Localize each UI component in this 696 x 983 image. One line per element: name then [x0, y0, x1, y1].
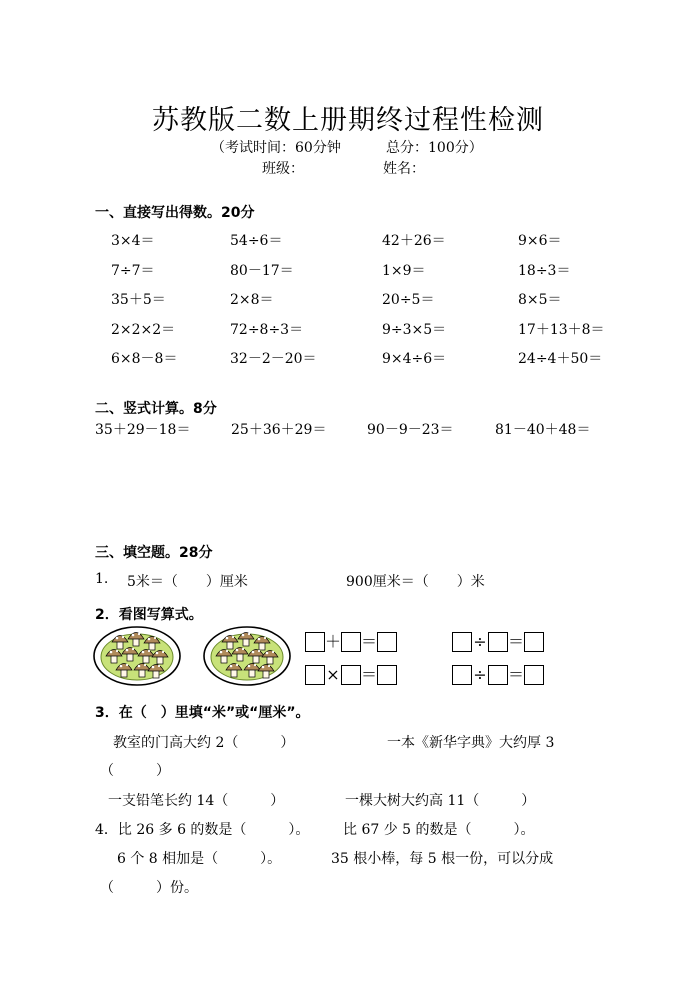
section1-heading: 一、直接写出得数。20分 [95, 205, 255, 221]
q1-blank-b[interactable]: 900厘米＝（ ）米 [346, 574, 485, 590]
q4-item-b[interactable]: 比 67 少 5 的数是（ ）。 [343, 822, 535, 838]
mental-calc-item: 42＋26＝ [382, 233, 446, 249]
mental-calc-item: 54÷6＝ [230, 233, 283, 249]
q1-blank-a[interactable]: 5米＝（ ）厘米 [127, 574, 248, 590]
mental-calc-item: 6×8－8＝ [111, 351, 178, 367]
box-equation-add [305, 630, 397, 653]
answer-box[interactable] [377, 632, 397, 652]
mushroom-plate-icon [92, 625, 182, 687]
name-label: 姓名： [383, 161, 425, 177]
answer-box[interactable] [524, 632, 544, 652]
mental-calc-item: 18÷3＝ [518, 262, 571, 279]
answer-box[interactable] [488, 665, 508, 685]
answer-box[interactable] [524, 665, 544, 685]
mental-calc-item: 80－17＝ [230, 262, 294, 279]
vertical-calc-item: 81－40＋48＝ [495, 422, 591, 438]
equals-sign: ＝ [361, 631, 378, 651]
mental-calc-item: 9×4÷6＝ [382, 351, 447, 367]
q2-label: 2．看图写算式。 [95, 607, 203, 623]
divide-sign: ÷ [473, 664, 487, 684]
equals-sign: ＝ [508, 664, 525, 684]
mental-calc-item: 35＋5＝ [111, 292, 166, 308]
box-equation-divide [452, 630, 544, 653]
answer-box[interactable] [452, 665, 472, 685]
q4-item-c[interactable]: 6 个 8 相加是（ ）。 [117, 851, 282, 867]
plus-sign: ＋ [325, 631, 342, 651]
q3-item-pencil[interactable]: 一支铅笔长约 14（ ） [108, 793, 285, 809]
answer-box[interactable] [377, 665, 397, 685]
vertical-calc-item: 90－9－23＝ [367, 422, 454, 438]
divide-sign: ÷ [473, 631, 487, 651]
q3-item-dictionary[interactable]: 一本《新华字典》大约厚 3 [387, 735, 555, 751]
q4-item-e[interactable]: （ ）份。 [100, 880, 198, 896]
box-equation-multiply [305, 663, 397, 686]
exam-time: （考试时间：60分钟 [211, 140, 341, 156]
equals-sign: ＝ [508, 631, 525, 651]
class-label: 班级： [262, 161, 304, 177]
page-title: 苏教版二数上册期终过程性检测 [152, 105, 544, 136]
q3-item-tree[interactable]: 一棵大树大约高 11（ ） [345, 793, 536, 809]
exam-total-score: 总分：100分） [386, 140, 483, 156]
mental-calc-item: 72÷8÷3＝ [230, 321, 304, 338]
mental-calc-item: 20÷5＝ [382, 292, 435, 308]
section3-heading: 三、填空题。28分 [95, 545, 213, 561]
answer-box[interactable] [305, 665, 325, 685]
answer-box[interactable] [452, 632, 472, 652]
section2-heading: 二、竖式计算。8分 [95, 401, 217, 417]
answer-box[interactable] [488, 632, 508, 652]
q1-number: 1. [95, 571, 109, 587]
q3-item-door[interactable]: 教室的门高大约 2（ ） [113, 735, 295, 751]
vertical-calc-item: 35＋29－18＝ [95, 422, 191, 438]
mental-calc-item: 2×2×2＝ [111, 321, 176, 338]
mental-calc-item: 3×4＝ [111, 233, 155, 249]
answer-box[interactable] [341, 632, 361, 652]
answer-box[interactable] [341, 665, 361, 685]
times-sign: × [326, 664, 340, 684]
mental-calc-item: 7÷7＝ [111, 262, 155, 279]
vertical-calc-item: 25＋36＋29＝ [231, 422, 327, 438]
mushroom-plate-icon [202, 625, 292, 687]
mental-calc-item: 17＋13＋8＝ [518, 321, 605, 338]
mental-calc-item: 8×5＝ [518, 292, 562, 308]
mental-calc-item: 32－2－20＝ [230, 351, 317, 367]
q3-label: 3．在（ ）里填“米”或“厘米”。 [95, 705, 310, 721]
q4-item-d[interactable]: 35 根小棒，每 5 根一份，可以分成 [331, 851, 554, 867]
mental-calc-item: 9×6＝ [518, 233, 562, 249]
equals-sign: ＝ [361, 664, 378, 684]
mental-calc-item: 9÷3×5＝ [382, 321, 447, 338]
mental-calc-item: 2×8＝ [230, 292, 274, 308]
q3-item-dictionary-blank[interactable]: （ ） [100, 763, 170, 779]
answer-box[interactable] [305, 632, 325, 652]
box-equation-divide-2 [452, 663, 544, 686]
mental-calc-item: 24÷4＋50＝ [518, 351, 603, 367]
q4-item-a[interactable]: 4．比 26 多 6 的数是（ ）。 [95, 822, 310, 838]
mental-calc-item: 1×9＝ [382, 262, 426, 279]
